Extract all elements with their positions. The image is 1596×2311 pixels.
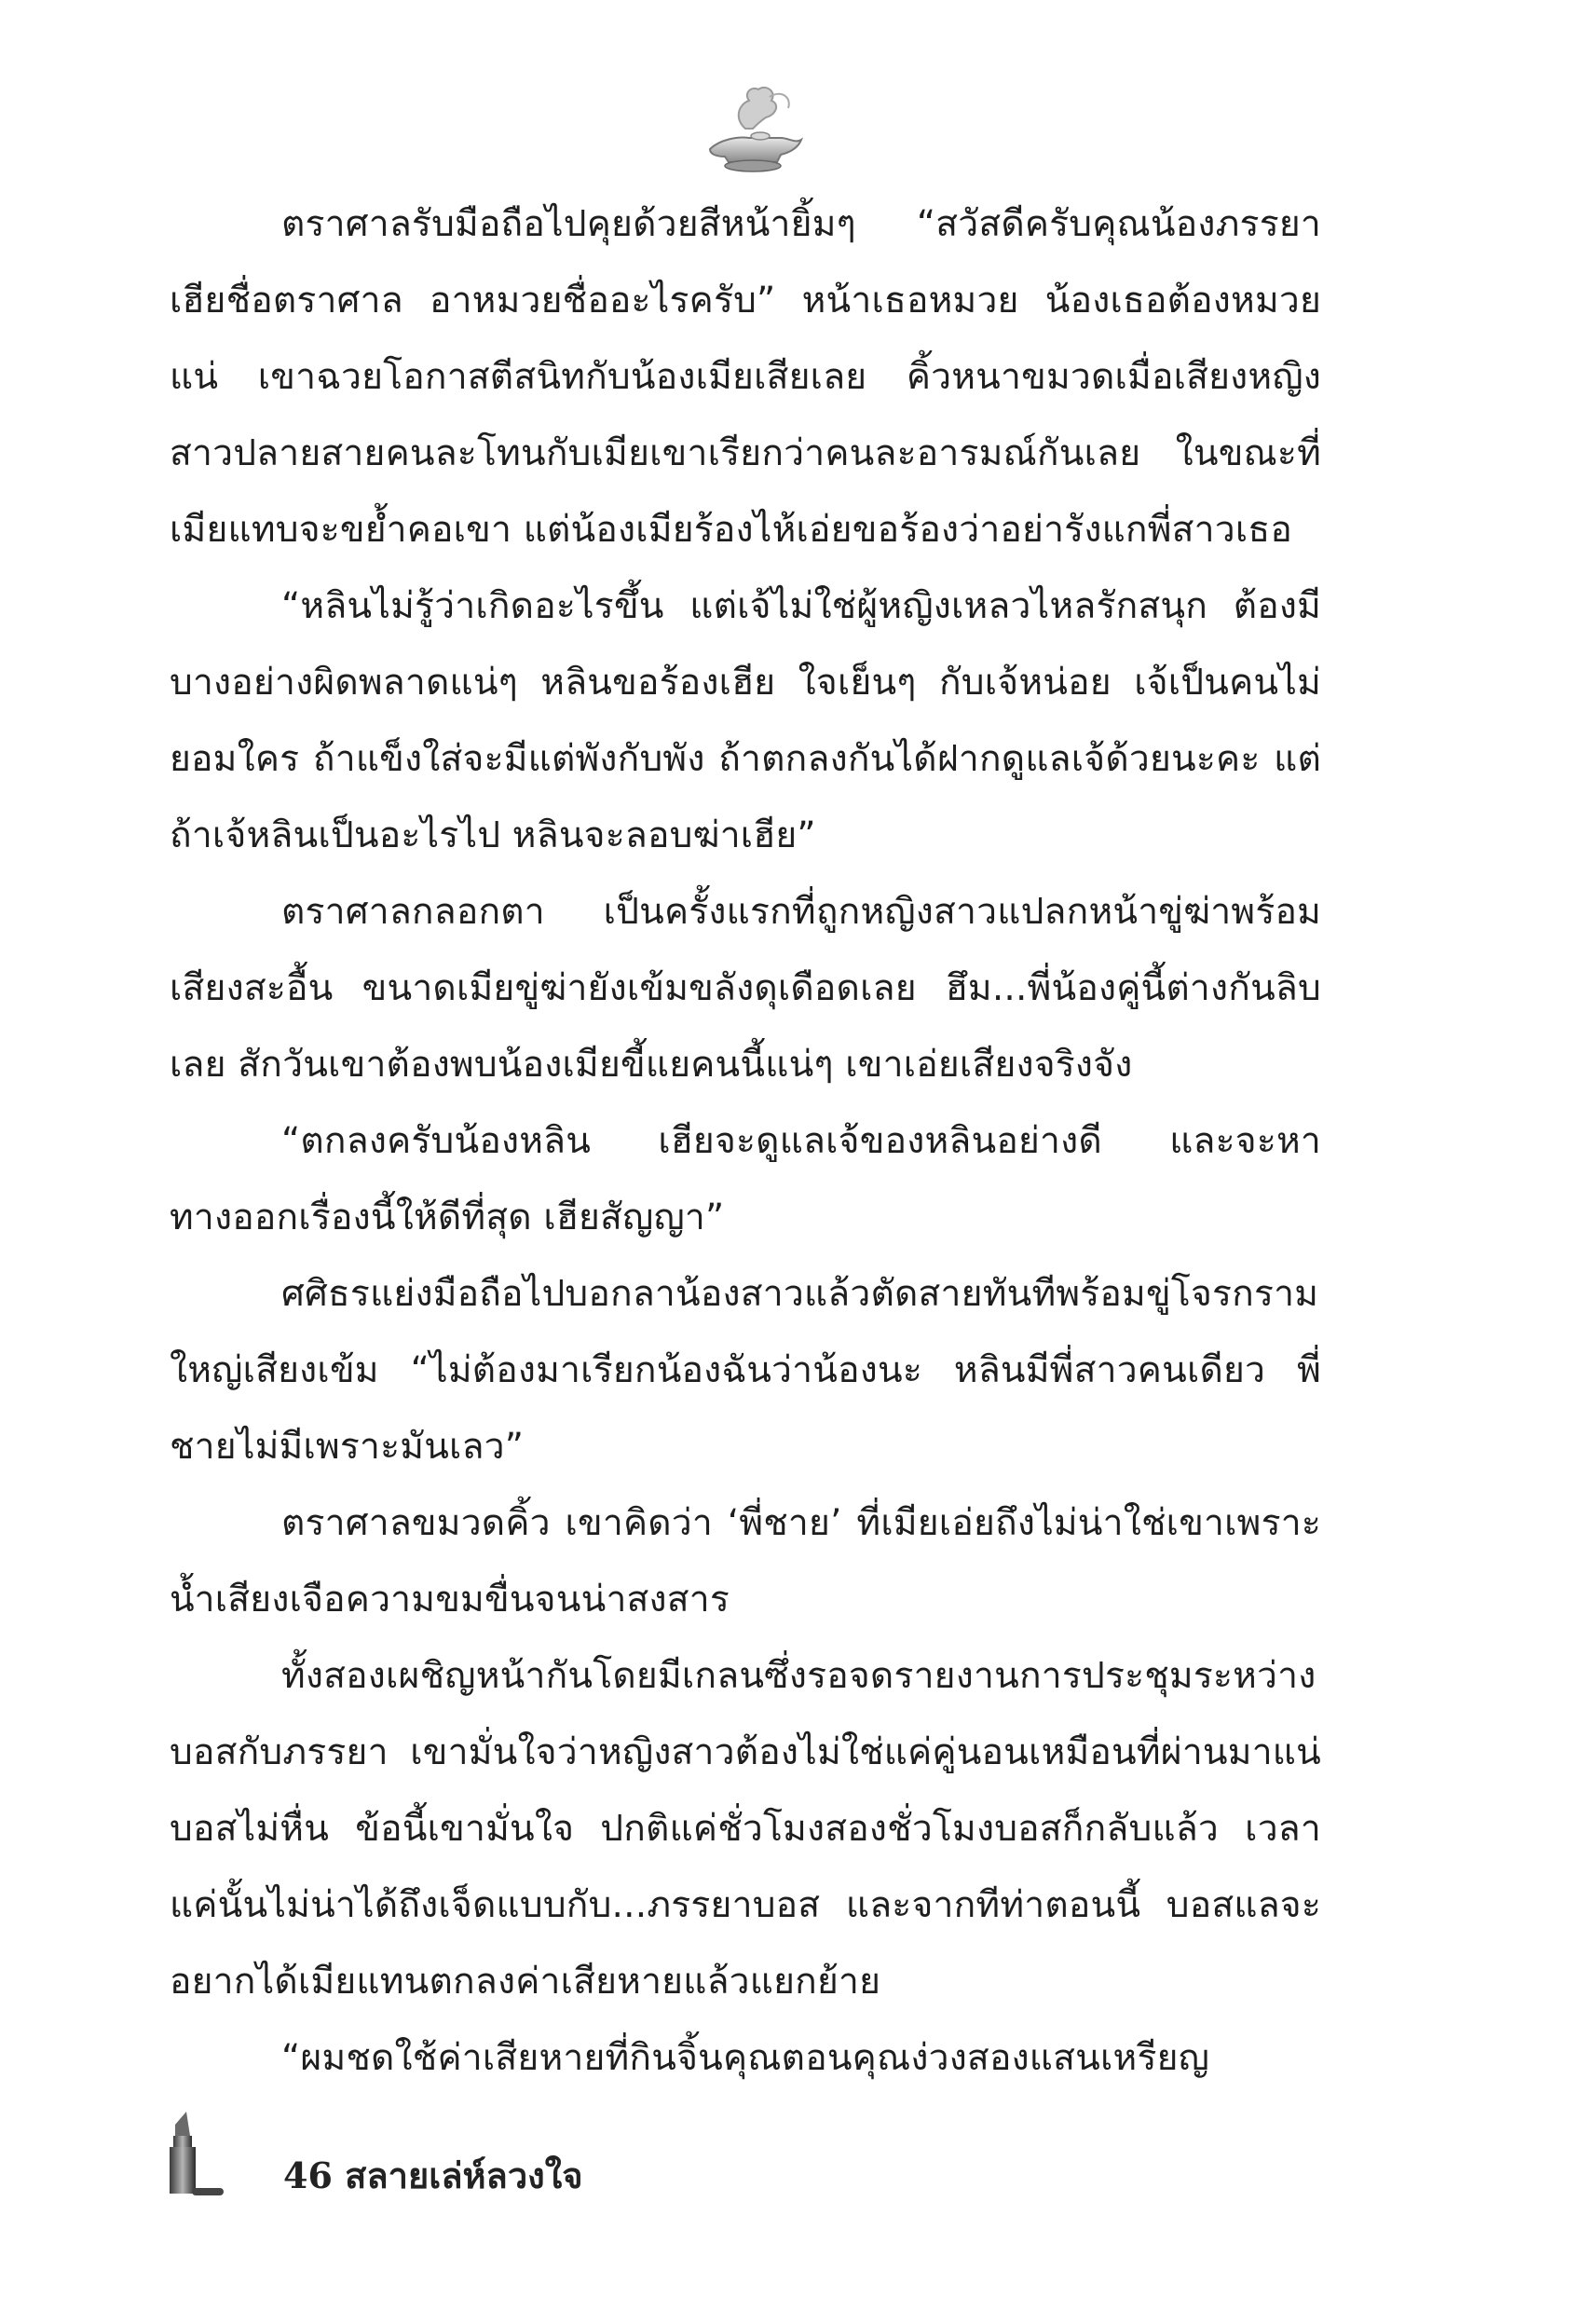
paragraph: “หลินไม่รู้ว่าเกิดอะไรขึ้น แต่เจ้ไม่ใช่ผู้หญิงเหลวไหลรักสนุก ต้องมีบางอย่างผิดพลาดแน่ๆ หลินขอร้องเฮีย ใจเย็นๆ กับเจ้หน่อย เจ้เป็นคนไม่ยอมใคร ถ้าแข็งใส่จะมีแต่พังกับพัง ถ้าตกลงกันได้ฝากดูแลเจ้ด้วยนะคะ แต่ถ้าเจ้หลินเป็นอะไรไป หลินจะลอบฆ่าเฮีย” [170,585,1321,856]
page-number: 46 [283,2154,333,2196]
lipstick-icon [164,2108,229,2201]
paragraph: ตราศาลขมวดคิ้ว เขาคิดว่า ‘พี่ชาย’ ที่เมียเอ่ยถึงไม่น่าใช่เขาเพราะน้ำเสียงเจือความขมขื่นจนน่าสงสาร [170,1502,1321,1620]
paragraph: ตราศาลกลอกตา เป็นครั้งแรกที่ถูกหญิงสาวแปลกหน้าขู่ฆ่าพร้อมเสียงสะอื้น ขนาดเมียขู่ฆ่ายังเข้มขลังดุเดือดเลย ฮึม...พี่น้องคู่นี้ต่างกันลิบเลย สักวันเขาต้องพบน้องเมียขี้แยคนนี้แน่ๆ เขาเอ่ยเสียงจริงจัง [170,891,1321,1086]
paragraph: ทั้งสองเผชิญหน้ากันโดยมีเกลนซึ่งรอจดรายงานการประชุมระหว่างบอสกับภรรยา เขามั่นใจว่าหญิงสาวต้องไม่ใช่แค่คู่นอนเหมือนที่ผ่านมาแน่ บอสไม่หื่น ข้อนี้เขามั่นใจ ปกติแค่ชั่วโมงสองชั่วโมงบอสก็กลับแล้ว เวลาแค่นั้นไม่น่าได้ถึงเจ็ดแบบกับ...ภรรยาบอส และจากทีท่าตอนนี้ บอสแลจะอยากได้เมียแทนตกลงค่าเสียหายแล้วแยกย้าย [170,1655,1321,2003]
book-title: สลายเล่ห์ลวงใจ [345,2154,583,2196]
genie-lamp-ornament-icon [691,84,812,177]
body-text [170,186,1321,2097]
paragraph: ศศิธรแย่งมือถือไปบอกลาน้องสาวแล้วตัดสายทันทีพร้อมขู่โจรกรามใหญ่เสียงเข้ม “ไม่ต้องมาเรียกน้องฉันว่าน้องนะ หลินมีพี่สาวคนเดียว พี่ชายไม่มีเพราะมันเลว” [170,1273,1321,1468]
paragraph: ตราศาลรับมือถือไปคุยด้วยสีหน้ายิ้มๆ “สวัสดีครับคุณน้องภรรยา เฮียชื่อตราศาล อาหมวยชื่ออะไรครับ” หน้าเธอหมวย น้องเธอต้องหมวยแน่ เขาฉวยโอกาสตีสนิทกับน้องเมียเสียเลย คิ้วหนาขมวดเมื่อเสียงหญิงสาวปลายสายคนละโทนกับเมียเขาเรียกว่าคนละอารมณ์กันเลย ในขณะที่เมียแทบจะขย้ำคอเขา แต่น้องเมียร้องไห้เอ่ยขอร้องว่าอย่ารังแกพี่สาวเธอ [170,203,1321,551]
footer-label [283,2147,583,2204]
paragraph: “ตกลงครับน้องหลิน เฮียจะดูแลเจ้ของหลินอย่างดี และจะหาทางออกเรื่องนี้ให้ดีที่สุด เฮียสัญญา” [170,1120,1321,1238]
paragraph: “ผมชดใช้ค่าเสียหายที่กินจิ้นคุณตอนคุณง่วงสองแสนเหรียญ [281,2037,1210,2079]
